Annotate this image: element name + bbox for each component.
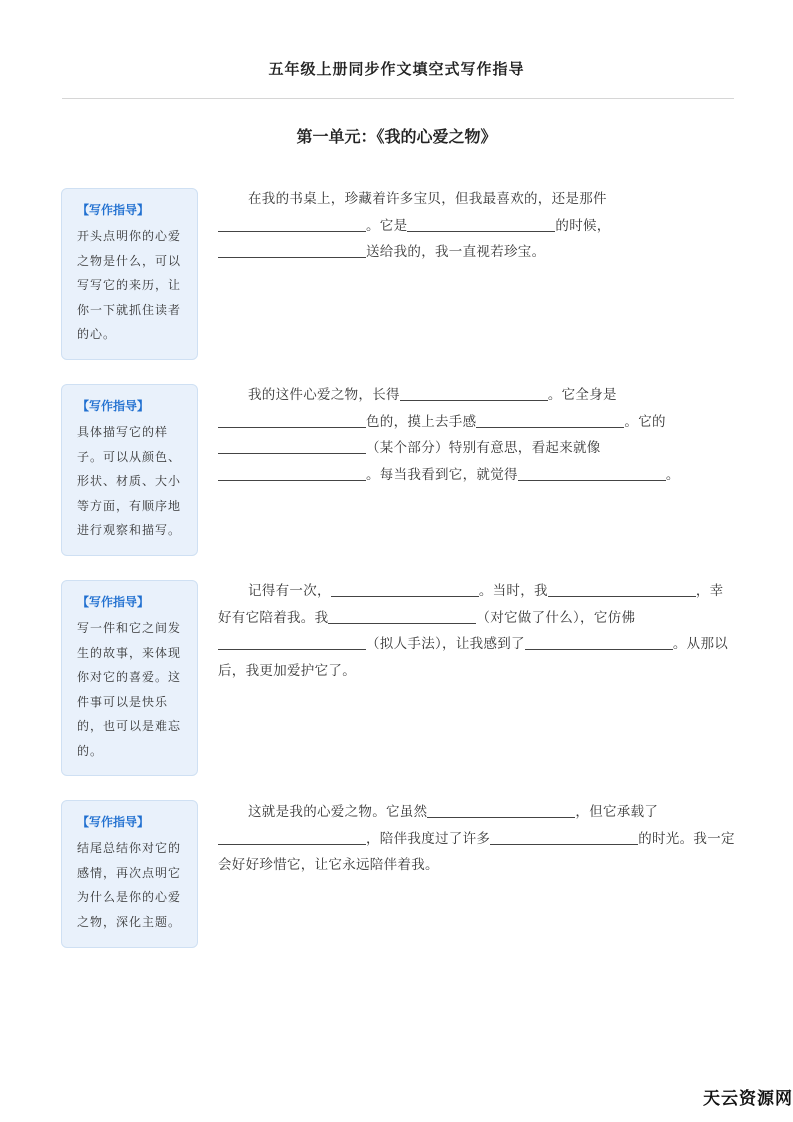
guide-label: 【写作指导】 <box>77 595 150 609</box>
writing-guide-box <box>61 580 198 776</box>
fill-in-paragraph <box>218 799 736 879</box>
fill-in-blank[interactable] <box>218 243 366 258</box>
page-title: 五年级上册同步作文填空式写作指导 <box>268 60 525 78</box>
fill-in-paragraph <box>218 382 736 488</box>
paragraph-text: 我的这件心爱之物，长得 <box>248 387 400 403</box>
paragraph-text: 。当时，我 <box>478 583 548 599</box>
fill-in-blank[interactable] <box>525 635 673 650</box>
fill-in-blank[interactable] <box>331 582 479 597</box>
paragraph-text: 这就是我的心爱之物。它虽然 <box>248 804 428 820</box>
fill-in-blank[interactable] <box>427 803 575 818</box>
paragraph-text: ，但它承载了 <box>575 804 659 820</box>
fill-in-blank[interactable] <box>218 830 366 845</box>
paragraph-text: 色的，摸上去手感 <box>366 413 477 430</box>
fill-in-blank[interactable] <box>548 582 696 597</box>
paragraph-text: 。 <box>665 466 680 483</box>
paragraph-text: 。它全身是 <box>547 387 617 403</box>
fill-in-blank[interactable] <box>218 413 366 428</box>
paragraph-text: ，陪伴我度过了许多 <box>366 830 491 847</box>
paragraph-text: （某个部分）特别有意思，看起来就像 <box>366 440 601 457</box>
writing-guide-box <box>61 800 198 948</box>
fill-in-paragraph <box>218 186 736 266</box>
guide-label: 【写作指导】 <box>77 203 150 217</box>
fill-in-paragraph <box>218 578 736 684</box>
writing-guide-box <box>61 384 198 556</box>
guide-text: 结尾总结你对它的感情，再次点明它为什么是你的心爱之物，深化主题。 <box>77 841 182 929</box>
fill-in-blank[interactable] <box>407 217 555 232</box>
fill-in-blank[interactable] <box>218 466 366 481</box>
paragraph-text: （对它做了什么），它仿佛 <box>476 609 636 626</box>
paragraph-text: 在我的书桌上，珍藏着许多宝贝，但我最喜欢的，还是那件 <box>248 191 607 207</box>
fill-in-blank[interactable] <box>218 635 366 650</box>
paragraph-text: 送给我的，我一直视若珍宝。 <box>366 244 546 261</box>
fill-in-blank[interactable] <box>218 217 366 232</box>
fill-in-blank[interactable] <box>328 609 476 624</box>
fill-in-blank[interactable] <box>518 466 666 481</box>
writing-guide-box <box>61 188 198 360</box>
fill-in-blank[interactable] <box>476 413 624 428</box>
guide-text: 具体描写它的样子。可以从颜色、形状、材质、大小等方面，有顺序地进行观察和描写。 <box>77 425 182 538</box>
brand-watermark: 天云资源网 <box>703 1089 793 1109</box>
paragraph-text: 的时候， <box>555 217 611 234</box>
paragraph-text: 。它的 <box>624 413 666 430</box>
paragraph-text: 记得有一次， <box>248 583 331 599</box>
guide-label: 【写作指导】 <box>77 815 150 829</box>
paragraph-text: 的时光。我一定会好好珍惜它，让它永远陪伴着我。 <box>218 830 735 874</box>
paragraph-text: 。它是 <box>366 217 408 234</box>
fill-in-blank[interactable] <box>490 830 638 845</box>
paragraph-text: 。每当我看到它，就觉得 <box>366 466 518 483</box>
paragraph-text: 。从那以后，我更加爱护它了。 <box>218 636 729 679</box>
header-divider <box>62 98 734 99</box>
paragraph-text: （拟人手法），让我感到了 <box>366 636 525 653</box>
fill-in-blank[interactable] <box>400 386 548 401</box>
unit-title: 第一单元：《我的心爱之物》 <box>296 127 497 146</box>
guide-text: 写一件和它之间发生的故事，来体现你对它的喜爱。这件事可以是快乐的，也可以是难忘的。 <box>77 621 182 758</box>
guide-text: 开头点明你的心爱之物是什么，可以写写它的来历，让你一下就抓住读者的心。 <box>77 229 182 342</box>
fill-in-blank[interactable] <box>218 439 366 454</box>
paragraph-text: ，幸好有它陪着我。我 <box>218 583 724 626</box>
guide-label: 【写作指导】 <box>77 399 150 413</box>
